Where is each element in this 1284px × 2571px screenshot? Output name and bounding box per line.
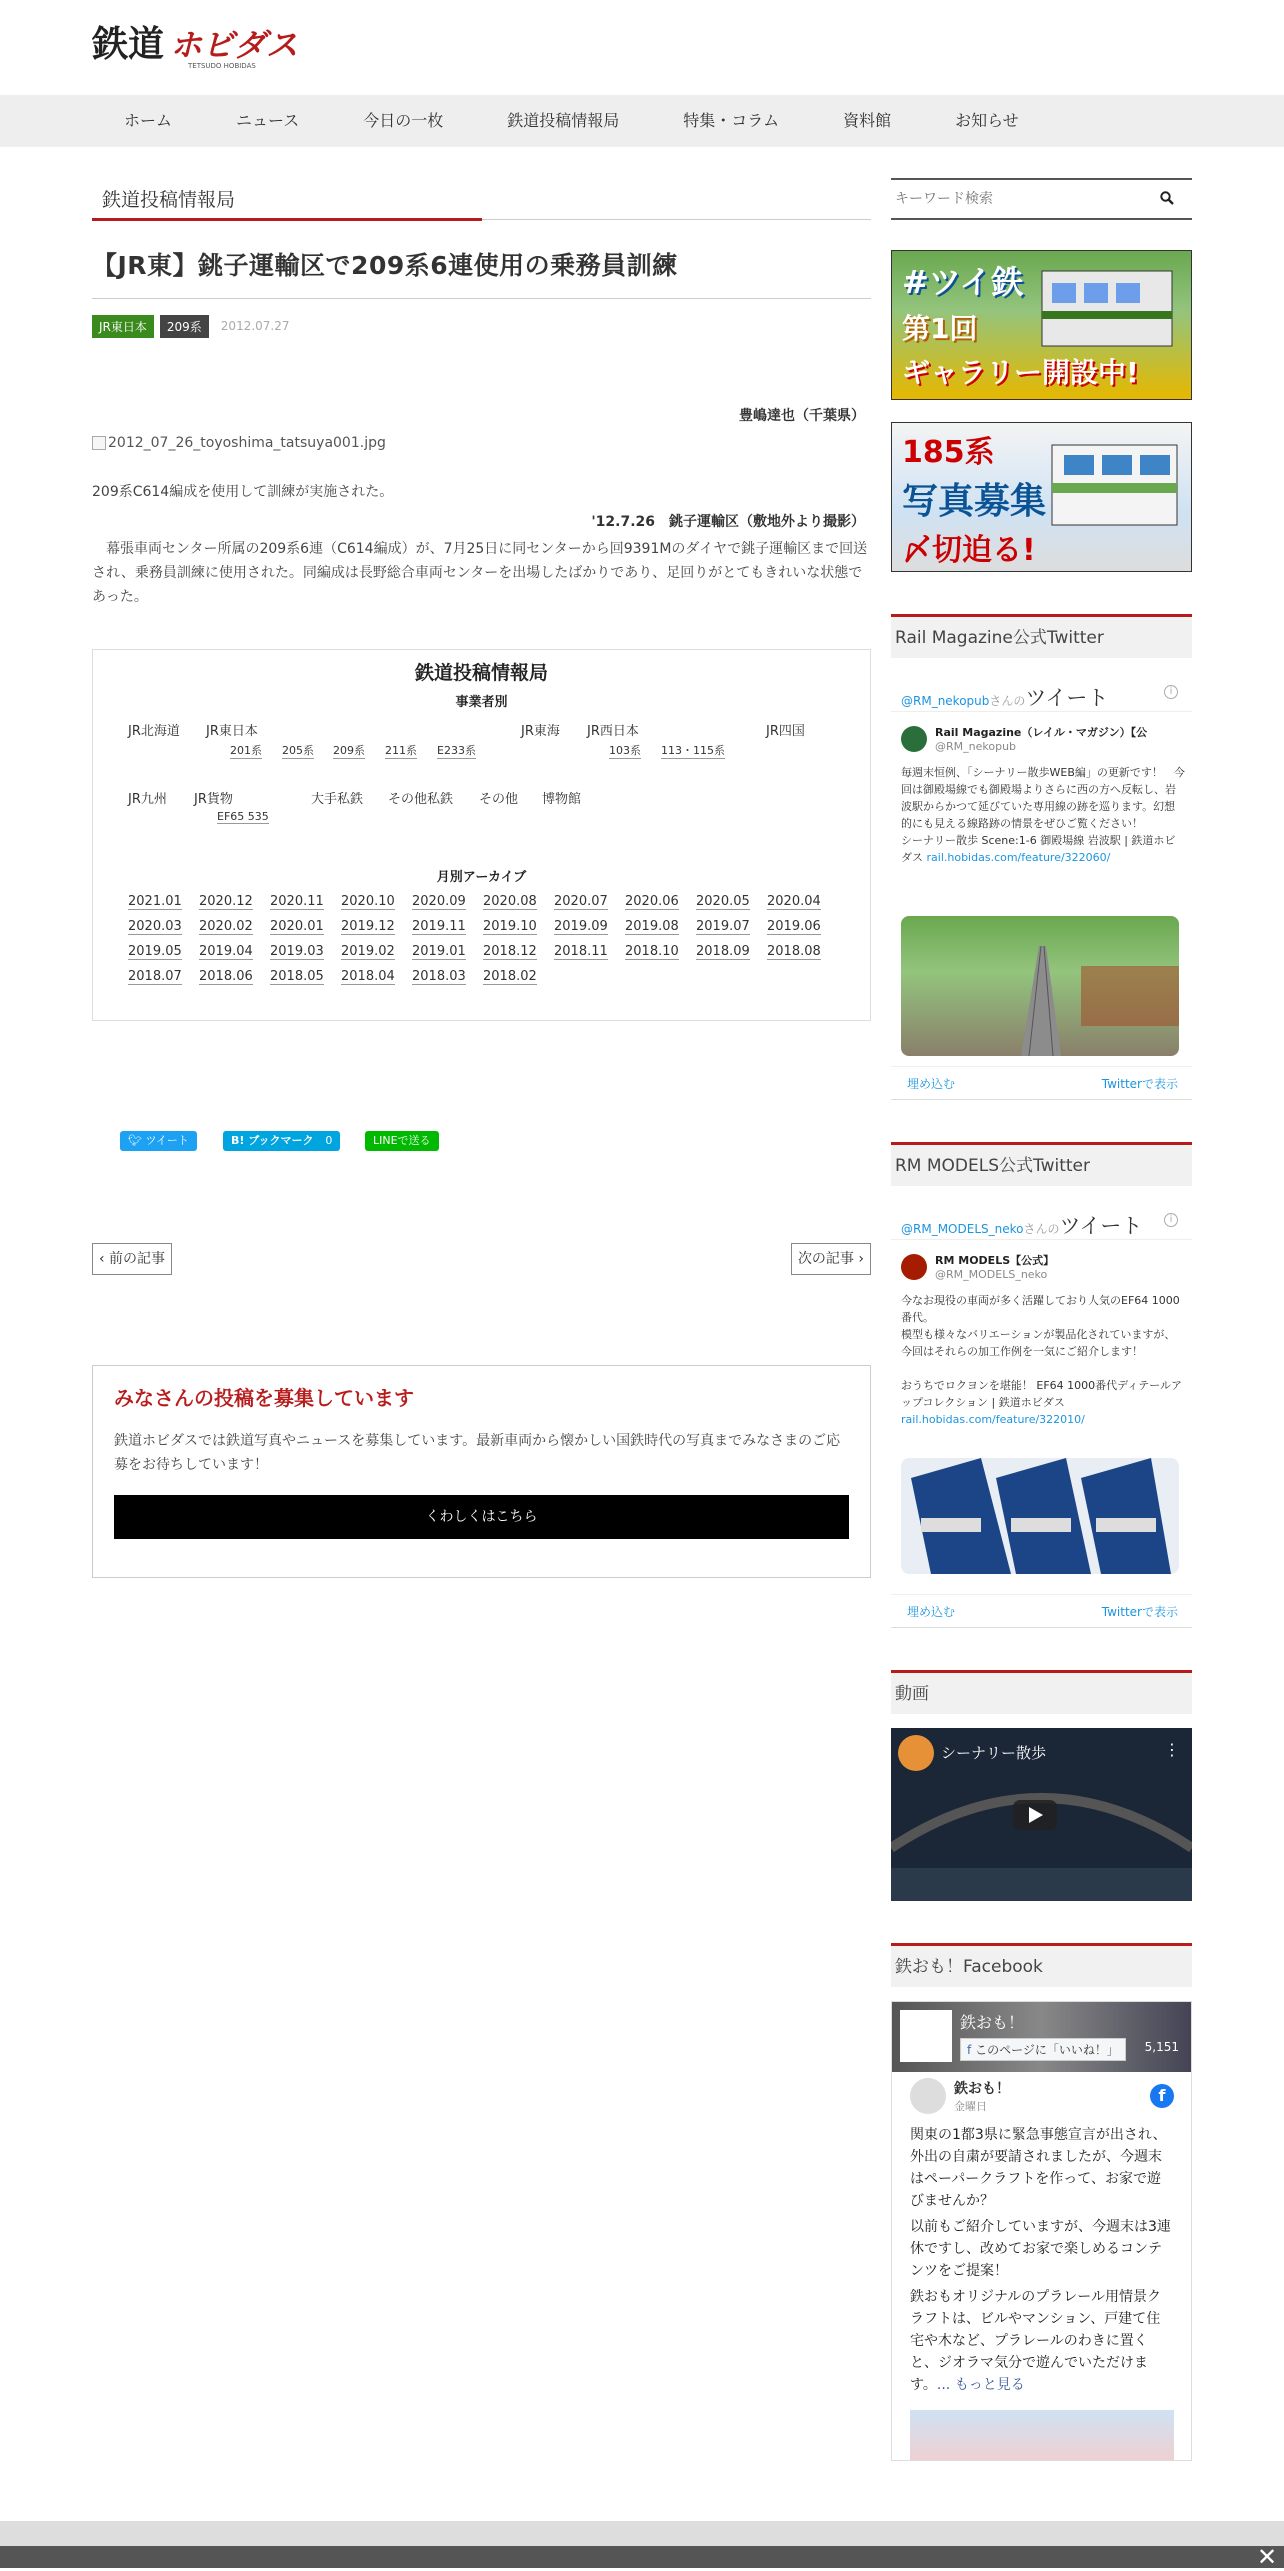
fb-like-button[interactable]	[960, 2038, 1126, 2061]
recruit-title: みなさんの投稿を募集しています	[114, 1386, 414, 1410]
archive-month-link[interactable]: 2020.04	[767, 894, 821, 909]
archive-month-link[interactable]: 2019.05	[128, 944, 182, 959]
fb-post-author[interactable]: 鉄おも！	[954, 2081, 1010, 2097]
tw-handle-link[interactable]: @RM_MODELS_neko	[901, 1222, 1024, 1236]
fb-post-p2: 以前もご紹介していますが、今週末は3連休ですし、改めてお家で楽しめるコンテンツをご提案！	[910, 2219, 1171, 2279]
tw-link[interactable]: rail.hobidas.com/feature/322060/	[926, 851, 1111, 864]
tw-embed-link[interactable]: 埋め込む	[907, 1605, 956, 1619]
tw-display-name: Rail Magazine（レイル・マガジン）【公	[935, 726, 1148, 739]
index-by-company: 事業者別	[455, 695, 508, 710]
rmm-twitter-widget	[891, 1198, 1192, 1628]
fb-post	[910, 2078, 1174, 2461]
fb-post-image[interactable]	[910, 2410, 1174, 2461]
tw-handle-line	[901, 1210, 1142, 1240]
banner2-line2: 写真募集	[902, 481, 1047, 522]
tw-view-link[interactable]: Twitterで表示	[1101, 1077, 1178, 1091]
archive-month-link[interactable]: 2019.08	[625, 919, 679, 934]
article-pager	[92, 1243, 871, 1275]
model-locos-photo	[901, 1458, 1179, 1574]
footer-bar	[0, 2543, 1284, 2571]
broken-image-icon	[92, 436, 106, 450]
tw-header	[891, 670, 1192, 712]
archive-month-link[interactable]: 2020.08	[483, 894, 537, 909]
photo-caption: '12.7.26 銚子運輸区（敷地外より撮影）	[591, 514, 865, 530]
185-photo-banner[interactable]	[891, 422, 1192, 572]
tweet-gallery-banner[interactable]	[891, 250, 1192, 400]
tw-display-name: RM MODELS【公式】	[935, 1254, 1055, 1267]
fb-like-icon: f	[967, 2043, 972, 2057]
line-label: LINEで送る	[373, 1134, 431, 1147]
archive-month-link[interactable]: 2019.11	[412, 919, 466, 934]
tw-tweets-label: ツイート	[1059, 1214, 1143, 1238]
fb-post-p3-text: 鉄おもオリジナルのプラレール用情景クラフトは、ビルやマンション、戸建て住宅や木など、プラレールのわきに置くと、ジオラマ気分で遊んでいただけます。	[910, 2289, 1162, 2393]
rm-twitter-widget	[891, 670, 1192, 1100]
tw-san: さんの	[989, 694, 1026, 708]
archive-month-link[interactable]: 2019.01	[412, 944, 466, 959]
sub-ef65-535[interactable]: EF65 535	[217, 810, 269, 823]
archive-month-link[interactable]: 2020.07	[554, 894, 608, 909]
image-alt-text: 2012_07_26_toyoshima_tatsuya001.jpg	[108, 435, 386, 451]
article-meta	[92, 315, 871, 337]
article-lead: 209系C614編成を使用して訓練が実施された。	[92, 484, 394, 500]
archive-grid	[128, 894, 838, 985]
tw-user-handle: @RM_MODELS_neko	[935, 1268, 1048, 1281]
svg-text:ホビダス: ホビダス	[170, 26, 299, 64]
tw-link[interactable]: rail.hobidas.com/feature/322010/	[901, 1413, 1085, 1426]
tw-photo[interactable]	[901, 1458, 1179, 1574]
archive-month-link[interactable]: 2019.09	[554, 919, 608, 934]
archive-month-link[interactable]: 2018.11	[554, 944, 608, 959]
info-icon[interactable]: i	[1164, 685, 1178, 699]
archive-month-link[interactable]: 2018.07	[128, 969, 182, 984]
sidebar	[891, 178, 1192, 2461]
archive-month-link[interactable]: 2020.01	[270, 919, 324, 934]
tag-jr-east[interactable]: JR東日本	[92, 315, 154, 338]
archive-month-link[interactable]: 2018.06	[199, 969, 253, 984]
archive-month-link[interactable]: 2020.02	[199, 919, 253, 934]
sub-205[interactable]: 205系	[282, 744, 314, 757]
archive-month-link[interactable]: 2019.02	[341, 944, 395, 959]
rmm-twitter-heading: RM MODELS公式Twitter	[891, 1142, 1192, 1186]
archive-month-link[interactable]: 2019.03	[270, 944, 324, 959]
facebook-icon[interactable]: f	[1150, 2084, 1174, 2108]
share-buttons	[92, 1131, 871, 1153]
fb-see-more-link[interactable]: ... もっと見る	[936, 2377, 1025, 2393]
archive-month-link[interactable]: 2019.12	[341, 919, 395, 934]
fb-post-p1: 関東の1都3県に緊急事態宣言が出され、外出の自粛が要請されましたが、今週末はペーパークラフトを作って、お家で遊びませんか？	[910, 2127, 1167, 2209]
prev-article-button[interactable]: ‹ 前の記事	[92, 1243, 172, 1275]
banner2-line1: 185系	[902, 435, 995, 470]
archive-month-link[interactable]: 2021.01	[128, 894, 182, 909]
fb-page-name[interactable]: 鉄おも！	[960, 2013, 1025, 2032]
archive-month-link[interactable]: 2020.10	[341, 894, 395, 909]
fb-like-count: 5,151	[1144, 2040, 1179, 2054]
tw-view-link[interactable]: Twitterで表示	[1101, 1605, 1178, 1619]
photo-author: 豊嶋達也（千葉県）	[739, 408, 865, 424]
archive-month-link[interactable]: 2020.09	[412, 894, 466, 909]
company-jr-freight[interactable]: JR貨物	[194, 792, 233, 807]
hatena-button[interactable]	[223, 1131, 340, 1151]
company-jr-east[interactable]: JR東日本	[206, 724, 258, 739]
svg-text:TETSUDO HOBIDAS: TETSUDO HOBIDAS	[188, 62, 256, 70]
site-header	[0, 0, 1284, 95]
search-box	[891, 178, 1192, 220]
archive-month-link[interactable]: 2020.03	[128, 919, 182, 934]
sub-211[interactable]: 211系	[385, 744, 417, 757]
tweet-label: ツイート	[145, 1134, 189, 1147]
category-index-box	[92, 649, 871, 1021]
facebook-widget	[891, 2001, 1192, 2461]
category-heading: 鉄道投稿情報局	[92, 185, 871, 220]
banner1-line1: #ツイ鉄	[902, 263, 1024, 301]
fb-post-day: 金曜日	[954, 2100, 987, 2113]
tweet-button[interactable]	[120, 1131, 197, 1151]
tw-photo[interactable]	[901, 916, 1179, 1056]
tw-handle-line	[901, 682, 1108, 712]
search-icon[interactable]	[1160, 191, 1174, 205]
company-jr-west[interactable]: JR西日本	[587, 724, 639, 739]
line-button[interactable]	[365, 1131, 439, 1151]
fb-post-p3	[910, 2286, 1174, 2396]
info-icon[interactable]: i	[1164, 1213, 1178, 1227]
sub-209[interactable]: 209系	[333, 744, 365, 757]
main-nav	[0, 95, 1284, 147]
banner1-line3: ギャラリー開設中!	[902, 356, 1139, 389]
tw-body: 今なお現役の車両が多く活躍しており人気のEF64 1000番代。 模型も様々なバリエーションが製品化されていますが、今回はそれらの加工作例を一気にご紹介します！ おうちでロクヨンを堪能！ EF64 1000番代ディテールアップコレクション | 鉄道ホビダス	[901, 1294, 1183, 1409]
banner2-line3: 〆切迫る!	[902, 533, 1036, 568]
tw-footer	[891, 1594, 1192, 1624]
main-content	[92, 185, 871, 1578]
recruit-box	[92, 1365, 871, 1578]
sub-e233[interactable]: E233系	[437, 744, 476, 757]
archive-month-link[interactable]: 2018.02	[483, 969, 537, 984]
rm-twitter-heading: Rail Magazine公式Twitter	[891, 614, 1192, 658]
nav-news[interactable]: ニュース	[236, 111, 300, 130]
nav-reader-posts[interactable]: 鉄道投稿情報局	[507, 111, 620, 130]
nav-today-photo[interactable]: 今日の一枚	[363, 111, 444, 130]
archive-month-link[interactable]: 2019.06	[767, 919, 821, 934]
company-jr-hokkaido[interactable]: JR北海道	[128, 724, 180, 739]
archive-month-link[interactable]: 2019.07	[696, 919, 750, 934]
archive-month-link[interactable]: 2018.10	[625, 944, 679, 959]
sub-201[interactable]: 201系	[230, 744, 262, 757]
tw-text	[901, 764, 1186, 866]
tw-user-name	[935, 1254, 1054, 1282]
archive-month-link[interactable]: 2018.09	[696, 944, 750, 959]
archive-month-link[interactable]: 2020.12	[199, 894, 253, 909]
nav-archive[interactable]: 資料館	[843, 111, 892, 130]
sub-103[interactable]: 103系	[609, 744, 641, 757]
company-jr-central[interactable]: JR東海	[521, 724, 560, 739]
tw-user-name	[935, 726, 1147, 754]
tw-footer	[891, 1066, 1192, 1096]
tw-body: 毎週末恒例、「シーナリー散歩WEB編」の更新です！ 今回は御殿場線でも御殿場よりさらに西の方へ反転し、岩波駅からかつて延びていた専用線の跡を巡ります。幻想的にも見える線路跡の情景をぜひご覧ください！ シーナリー散歩 Scene:1-6 御殿場線 岩波駅 | 鉄道ホビダス	[901, 766, 1185, 864]
article-date: 2012.07.27	[220, 319, 290, 333]
archive-month-link[interactable]: 2018.04	[341, 969, 395, 984]
avatar	[901, 726, 927, 752]
index-monthly: 月別アーカイブ	[436, 870, 527, 885]
tw-text	[901, 1292, 1186, 1428]
rail-track-photo	[901, 916, 1179, 1056]
close-icon[interactable]: ✕	[1256, 2543, 1278, 2571]
sub-113-115[interactable]: 113・115系	[661, 744, 725, 757]
tw-header	[891, 1198, 1192, 1240]
nav-home[interactable]: ホーム	[124, 111, 173, 130]
company-museum[interactable]: 博物館	[542, 792, 582, 807]
recruit-details-button[interactable]: くわしくはこちら	[114, 1495, 849, 1539]
fb-page-avatar[interactable]	[900, 2010, 952, 2062]
more-menu-icon[interactable]: ⋮	[1164, 1740, 1180, 1759]
archive-month-link[interactable]: 2019.10	[483, 919, 537, 934]
archive-month-link[interactable]: 2018.05	[270, 969, 324, 984]
facebook-heading: 鉄おも！Facebook	[891, 1943, 1192, 1987]
tw-san: さんの	[1023, 1222, 1060, 1236]
tw-embed-link[interactable]: 埋め込む	[907, 1077, 956, 1091]
search-input[interactable]	[891, 180, 1151, 218]
company-other[interactable]: その他	[479, 792, 519, 807]
archive-month-link[interactable]: 2018.12	[483, 944, 537, 959]
archive-month-link[interactable]: 2019.04	[199, 944, 253, 959]
archive-month-link[interactable]: 2020.05	[696, 894, 750, 909]
video-heading: 動画	[891, 1670, 1192, 1714]
svg-text:鉄道: 鉄道	[92, 23, 165, 65]
nav-notices[interactable]: お知らせ	[955, 111, 1019, 130]
article-title: 【JR東】銚子運輸区で209系6連使用の乗務員訓練	[92, 246, 871, 299]
next-article-button[interactable]: 次の記事 ›	[791, 1243, 871, 1275]
fb-cover	[892, 2002, 1191, 2072]
company-major-private[interactable]: 大手私鉄	[311, 792, 364, 807]
hatena-label: B! ブックマーク	[231, 1134, 314, 1147]
company-jr-shikoku[interactable]: JR四国	[766, 724, 805, 739]
recruit-text: 鉄道ホビダスでは鉄道写真やニュースを募集しています。最新車両から懐かしい国鉄時代の写真までみなさまのご応募をお待ちしています！	[114, 1433, 841, 1473]
archive-month-link[interactable]: 2020.06	[625, 894, 679, 909]
archive-month-link[interactable]: 2020.11	[270, 894, 324, 909]
fb-post-header	[910, 2078, 1174, 2114]
index-title: 鉄道投稿情報局	[414, 662, 548, 684]
avatar	[901, 1254, 927, 1280]
video-title: シーナリー散歩	[941, 1744, 1047, 1762]
nav-features[interactable]: 特集・コラム	[683, 111, 780, 130]
tw-handle-link[interactable]: @RM_nekopub	[901, 694, 990, 708]
tw-user-handle: @RM_nekopub	[935, 740, 1017, 753]
tag-209[interactable]: 209系	[160, 315, 209, 338]
hatena-count: 0	[325, 1134, 333, 1147]
fb-like-label: このページに「いいね！」	[975, 2043, 1119, 2057]
banner1-line2: 第1回	[902, 312, 978, 345]
avatar	[910, 2078, 946, 2114]
page-footer	[0, 2521, 1284, 2571]
tw-tweets-label: ツイート	[1025, 686, 1109, 710]
article-body: 幕張車両センター所属の209系6連（C614編成）が、7月25日に同センターから回9391Mのダイヤで銚子運輸区まで回送され、乗務員訓練に使用された。同編成は長野総合車両センターを出場したばかりであり、足回りがとてもきれいな状態であった。	[92, 541, 868, 605]
video-embed[interactable]	[891, 1728, 1192, 1901]
broken-image	[92, 435, 871, 451]
company-jr-kyushu[interactable]: JR九州	[128, 792, 167, 807]
twitter-bird-icon: 🐦︎	[128, 1134, 146, 1147]
archive-month-link[interactable]: 2018.08	[767, 944, 821, 959]
site-logo[interactable]	[92, 16, 337, 74]
company-other-private[interactable]: その他私鉄	[388, 792, 454, 807]
tw-user[interactable]	[901, 726, 1147, 754]
archive-month-link[interactable]: 2018.03	[412, 969, 466, 984]
tw-user[interactable]	[901, 1254, 1054, 1282]
